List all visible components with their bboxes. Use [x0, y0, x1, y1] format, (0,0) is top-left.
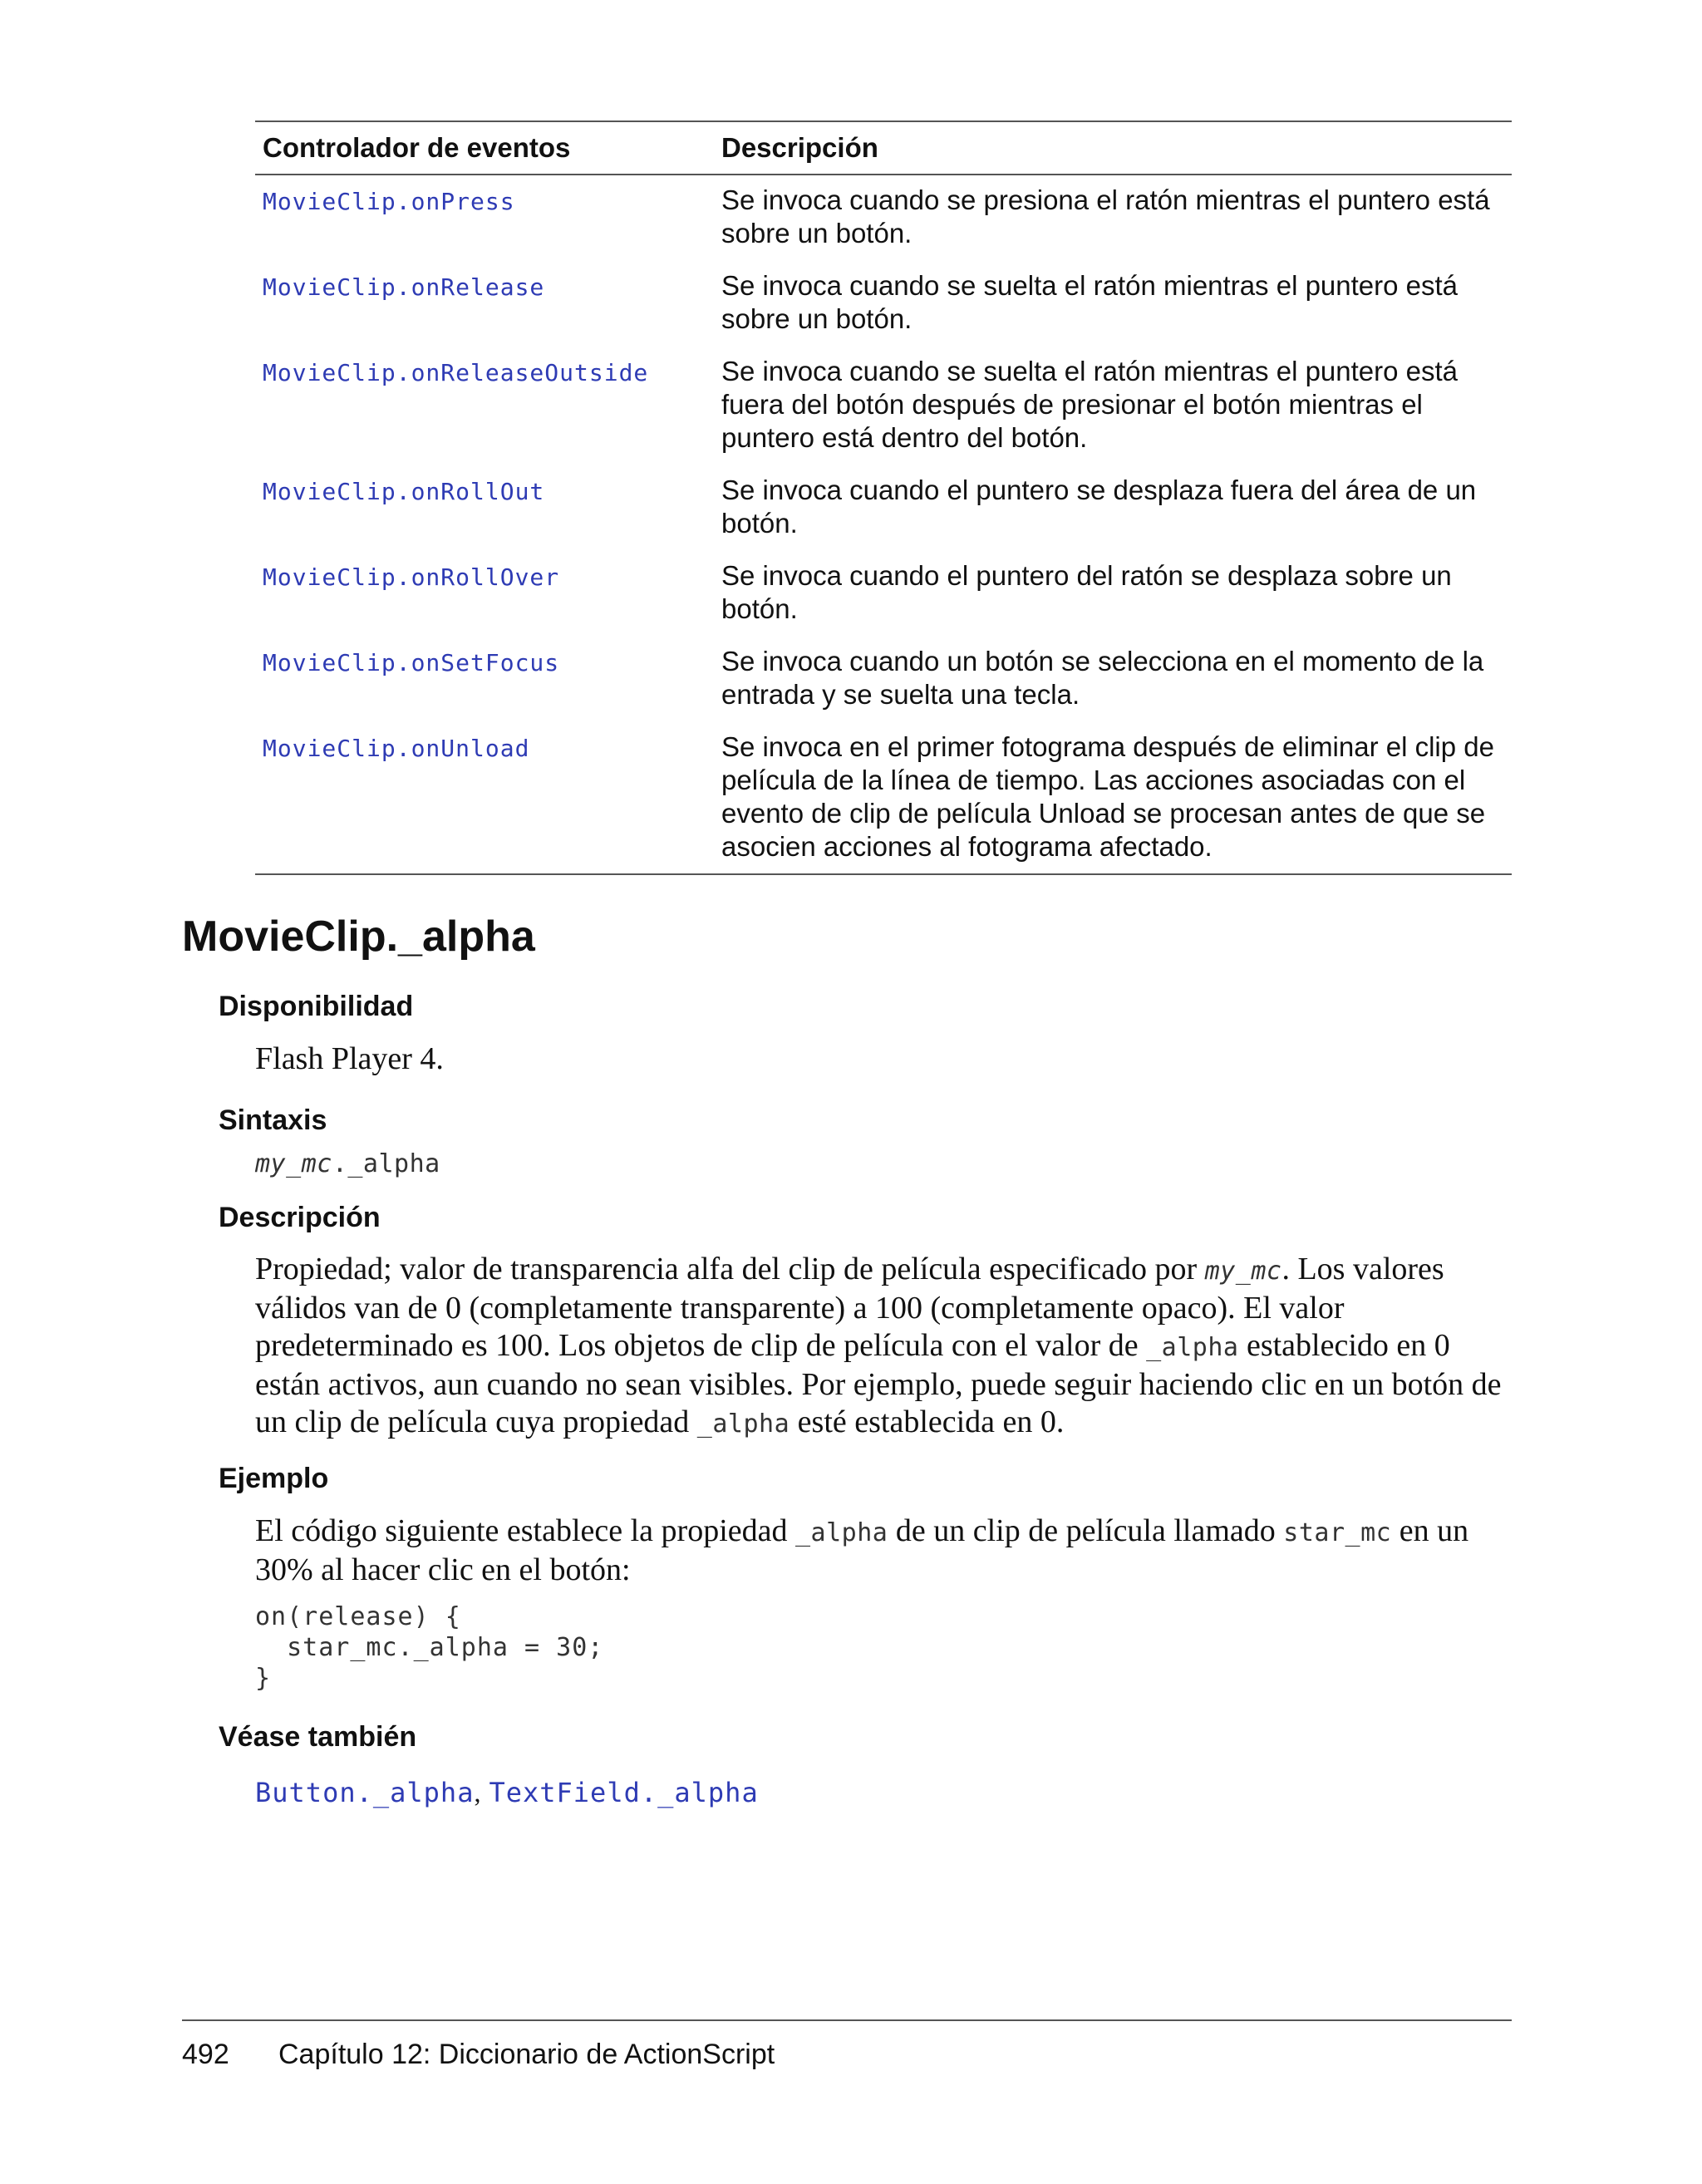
page-title: MovieClip._alpha — [182, 912, 535, 961]
example-text: en un 30% al hacer clic en el botón: — [255, 1513, 1469, 1587]
description-cell: Se invoca cuando un botón se selecciona en el momento de la entrada y se suelta una tecla. — [721, 646, 1484, 710]
table-row — [255, 184, 1512, 250]
table-body — [255, 175, 1512, 873]
handler-cell — [255, 474, 721, 509]
description-cell: Se invoca cuando se suelta el ratón mientras el puntero está fuera del botón después de presionar el botón mientras el puntero está dentro del botón. — [721, 356, 1459, 453]
handler-cell — [255, 355, 721, 390]
handler-link[interactable]: MovieClip.onRelease — [263, 273, 545, 301]
description-text: establecido en 0 están activos, aun cuando no sean visibles. Por ejemplo, puede seguir haciendo clic en un botón de un clip de película cuya propiedad — [255, 1328, 1502, 1439]
availability-heading: Disponibilidad — [219, 991, 414, 1022]
description-cell: Se invoca en el primer fotograma después de eliminar el clip de película de la línea de tiempo. Las acciones asociadas con el evento de clip de película Unload se procesan antes de que se asocien acciones al fotograma afectado. — [721, 731, 1494, 862]
table-row — [255, 355, 1512, 455]
header-handler: Controlador de eventos — [263, 132, 571, 163]
description-cell: Se invoca cuando el puntero se desplaza fuera del área de un botón. — [721, 475, 1477, 539]
description-cell: Se invoca cuando se suelta el ratón mientras el puntero está sobre un botón. — [721, 270, 1459, 334]
handler-link[interactable]: MovieClip.onUnload — [263, 735, 530, 762]
example-paragraph — [255, 1513, 1502, 1589]
table-row — [255, 559, 1512, 626]
syntax-code — [255, 1144, 1502, 1183]
code-block — [255, 1601, 603, 1694]
description-text: . Los valores válidos van de 0 (completamente transparente) a 100 (completamente opaco). El valor predeterminado es 100. Los objetos de clip de película con el valor de — [255, 1252, 1444, 1363]
inline-code: _alpha — [795, 1518, 888, 1547]
page-number: 492 — [182, 2039, 229, 2070]
handler-link[interactable]: MovieClip.onReleaseOutside — [263, 359, 649, 386]
footer-divider — [182, 2019, 1512, 2021]
table-header — [255, 122, 1512, 175]
handler-link[interactable]: MovieClip.onRollOut — [263, 478, 545, 505]
example-text: de un clip de película llamado — [888, 1513, 1284, 1548]
syntax-object: my_mc — [255, 1149, 332, 1178]
table-row — [255, 645, 1512, 711]
table-row — [255, 730, 1512, 863]
description-cell: Se invoca cuando el puntero del ratón se desplaza sobre un botón. — [721, 560, 1452, 624]
inline-code: _alpha — [1146, 1333, 1239, 1362]
handler-cell — [255, 184, 721, 219]
description-text: Propiedad; valor de transparencia alfa del clip de película especificado por — [255, 1252, 1205, 1286]
example-text: El código siguiente establece la propiedad — [255, 1513, 795, 1548]
inline-code: my_mc — [1204, 1257, 1282, 1286]
code-line: on(release) { — [255, 1602, 461, 1631]
table-row — [255, 474, 1512, 540]
handler-cell — [255, 559, 721, 594]
handler-cell — [255, 730, 721, 765]
handler-link[interactable]: MovieClip.onPress — [263, 188, 515, 215]
code-line: } — [255, 1664, 272, 1693]
table-row — [255, 269, 1512, 336]
handler-link[interactable]: MovieClip.onSetFocus — [263, 649, 560, 676]
syntax-heading: Sintaxis — [219, 1104, 327, 1136]
syntax-property: ._alpha — [332, 1149, 440, 1178]
description-text: esté establecida en 0. — [790, 1404, 1065, 1439]
see-also-link-button-alpha[interactable]: Button._alpha — [255, 1777, 475, 1808]
handler-link[interactable]: MovieClip.onRollOver — [263, 563, 560, 591]
chapter-title: Capítulo 12: Diccionario de ActionScript — [278, 2039, 775, 2070]
availability-text: Flash Player 4. — [255, 1041, 444, 1076]
description-heading: Descripción — [219, 1202, 381, 1233]
example-heading: Ejemplo — [219, 1463, 329, 1494]
description-cell: Se invoca cuando se presiona el ratón mientras el puntero está sobre un botón. — [721, 184, 1490, 248]
see-also-link-textfield-alpha[interactable]: TextField._alpha — [489, 1777, 759, 1808]
event-handler-table — [255, 121, 1512, 875]
handler-cell — [255, 645, 721, 680]
see-also-heading: Véase también — [219, 1721, 417, 1753]
inline-code: _alpha — [696, 1409, 790, 1439]
see-also-links — [255, 1774, 759, 1811]
inline-code: star_mc — [1283, 1518, 1392, 1547]
description-paragraph — [255, 1251, 1502, 1443]
header-description: Descripción — [721, 132, 878, 163]
code-line: star_mc._alpha = 30; — [255, 1633, 604, 1662]
link-separator: , — [474, 1778, 489, 1808]
handler-cell — [255, 269, 721, 304]
